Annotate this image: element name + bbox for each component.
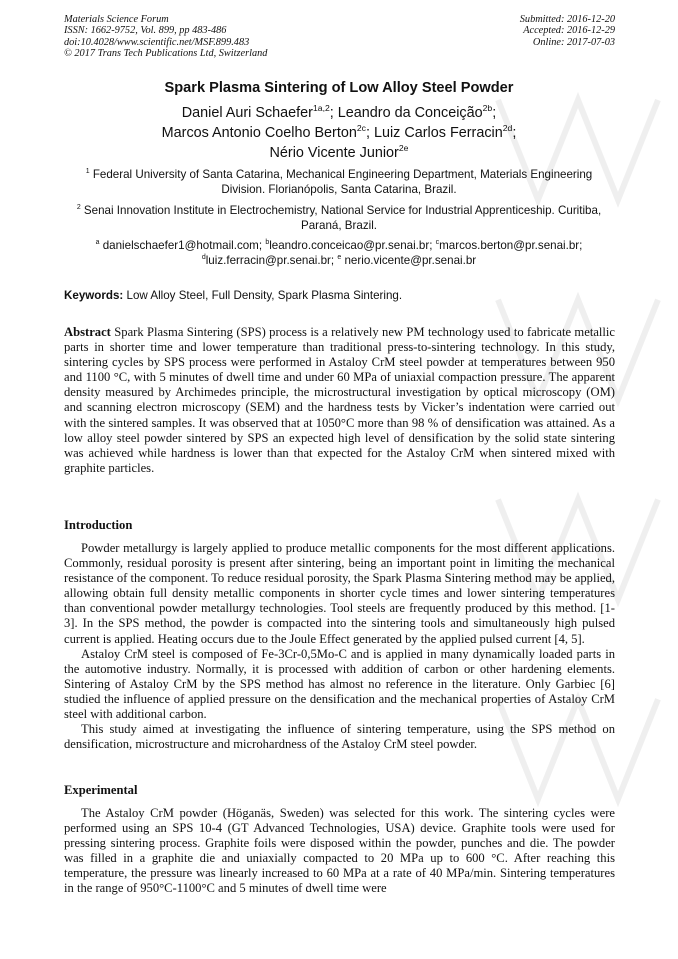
author-line: [0, 143, 678, 163]
paper-title: Spark Plasma Sintering of Low Alloy Steel Powder: [164, 80, 514, 96]
experimental-body: [64, 806, 615, 897]
introduction-paragraph: Powder metallurgy is largely applied to produce metallic components for the most different applications. Commonly, residual porosity is present after sintering, being an important point in limiting the mechanical resistance of the component. To reduce residual porosity, the Spark Plasma Sintering method may be applied, allowing obtain full density metallic components in shorter cycle times and lower sintering temperatures than conventional powder metallurgy technologies. Tool steels are frequently produced by this method. [1-3]. In the SPS method, the powder is compacted into the sintering tools and simultaneously high pulsed current is applied. Heating occurs due to the Joule Effect generated by the applied pulsed current [4, 5].: [64, 541, 615, 646]
date-online: Online: 2017-07-03: [532, 36, 615, 48]
section-heading-introduction: Introduction: [64, 518, 133, 532]
affiliation-2: [64, 203, 614, 233]
email-line: $^a$ danielschaefer1@hotmail.com; $^b$leandro.conceicao@pr.senai.br; $^c$marcos.berton@pr.senai.br;: [95, 239, 583, 252]
affiliation-text: Senai Innovation Institute in Electrochemistry, National Service for Industrial Apprenticeship. Curitiba, Paraná, Brazil.: [83, 204, 602, 232]
affiliation-text: Federal University of Santa Catarina, Mechanical Engineering Department, Materials Engineering Division. Florianópolis, Santa Catarina, Brazil.: [92, 168, 593, 196]
author-affil-marker: 2b: [482, 103, 493, 114]
experimental-paragraph: The Astaloy CrM powder (Höganäs, Sweden) was selected for this work. The sintering cycles were performed using an SPS 10-4 (GT Advanced Technologies, USA) device. Graphite tools were used for pressing sintering process. Graphite foils were disposed within the powder, punches and die. The powder was filled in a graphite die and uniaxially compacted to 20 MPa up to 600 °C. After reaching this temperature, the pressure was linearly increased to 60 MPa at a rate of 40 MPa/min. Sintering temperatures in the range of 950°C-1100°C and 5 minutes of dwell time were: [64, 806, 615, 896]
introduction-paragraph: This study aimed at investigating the influence of sintering temperature, using the SPS method on densification, microstructure and microhardness of the Astaloy CrM steel powder.: [64, 722, 615, 752]
section-heading-experimental: Experimental: [64, 783, 138, 797]
author-affil-marker: 2e: [398, 143, 409, 154]
introduction-paragraph: Astaloy CrM steel is composed of Fe-3Cr-0,5Mo-C and is applied in many dynamically loaded parts in the automotive industry. Normally, it is processed with addition of carbon or other hardening elements. Sintering of Astaloy CrM by the SPS method has almost no reference in the literature. Only Garbiec [6] studied the influence of applied pressure on the densification and the mechanical properties of Astaloy CrM steel with additional carbon.: [64, 646, 615, 722]
keywords-label: Keywords:: [64, 289, 124, 302]
author-name: Leandro da Conceição: [337, 105, 483, 121]
email-link[interactable]: danielschaefer1@hotmail.com: [102, 239, 259, 252]
abstract-text: Spark Plasma Sintering (SPS) process is a relatively new PM technology used to fabricate metallic parts in shorter time and lower temperature than traditional press-to-sintering technology. In this study, sintering cycles by SPS process were performed in Astaloy CrM steel powder at temperatures between 950 and 1100 °C, with 5 minutes of dwell time and under 60 MPa of uniaxial compaction pressure. The apparent density measured by Archimedes principle, the microstructural investigation by optical microscopy (OM) and scanning electron microscopy (SEM) and the hardness tests by Vicker’s indentation were carried out with the sintered samples. It was observed that at 1050°C more than 98 % of densification was attained. As a low alloy steel powder sintered by SPS an expected high level of densification by the solid state sintering was achieved while hardness is lower than that expected for the Astaloy CrM when sintered mixed with graphite particles.: [64, 325, 615, 475]
keywords-text: Low Alloy Steel, Full Density, Spark Plasma Sintering.: [123, 289, 403, 302]
journal-name: Materials Science Forum: [64, 14, 169, 25]
journal-doi: doi:10.4028/www.scientific.net/MSF.899.483: [64, 36, 250, 48]
introduction-body: [64, 541, 615, 752]
journal-issn: ISSN: 1662-9752, Vol. 899, pp 483-486: [64, 25, 227, 37]
author-name: Marcos Antonio Coelho Berton: [161, 125, 357, 141]
email-link[interactable]: leandro.conceicao@pr.senai.br: [269, 239, 430, 252]
affiliation-1: [64, 167, 614, 197]
publication-dates: [520, 14, 615, 48]
author-affil-marker: 1a,2: [312, 103, 330, 114]
author-emails: [64, 238, 614, 268]
author-affil-marker: 2d: [502, 123, 513, 134]
journal-copyright: © 2017 Trans Tech Publications Ltd, Switzerland: [64, 48, 268, 60]
abstract-label: Abstract: [64, 325, 111, 339]
email-link[interactable]: luiz.ferracin@pr.senai.br: [205, 254, 331, 267]
abstract-paragraph: [64, 325, 615, 476]
email-link[interactable]: nerio.vicente@pr.senai.br: [344, 254, 477, 267]
author-name: Luiz Carlos Ferracin: [373, 125, 503, 141]
email-line: $^d$luiz.ferracin@pr.senai.br; $^e$ nerio.vicente@pr.senai.br: [201, 254, 477, 267]
date-accepted: Accepted: 2016-12-29: [523, 25, 615, 37]
author-affil-marker: 2c: [356, 123, 366, 134]
affiliation-number: 1: [85, 168, 90, 176]
author-line: Marcos Antonio Coelho Berton$^{2c}$; Luiz Carlos Ferracin$^{2d}$;: [161, 123, 517, 141]
author-line: Daniel Auri Schaefer$^{1a,2}$; Leandro da Conceição$^{2b}$;: [181, 103, 497, 121]
affiliation-number: 2: [76, 204, 81, 212]
email-link[interactable]: marcos.berton@pr.senai.br: [439, 239, 580, 252]
author-name: Daniel Auri Schaefer: [181, 105, 313, 121]
keywords: [64, 289, 624, 302]
journal-header: [64, 14, 267, 60]
author-name: Nério Vicente Junior: [269, 145, 399, 161]
abstract: [64, 325, 615, 476]
date-submitted: Submitted: 2016-12-20: [519, 14, 615, 25]
author-list: [0, 103, 678, 163]
